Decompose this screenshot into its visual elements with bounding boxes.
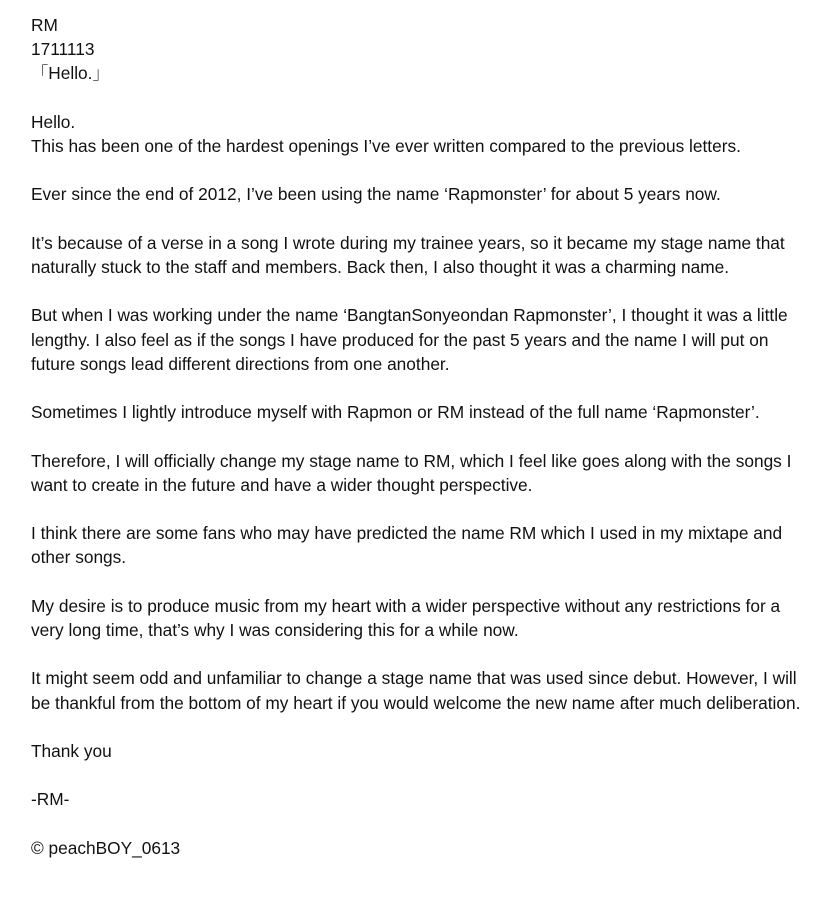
spacer [31,497,811,521]
spacer [31,207,811,231]
spacer [31,86,811,110]
letter-document [31,13,811,860]
paragraph-2: Ever since the end of 2012, I’ve been using the name ‘Rapmonster’ for about 5 years now. [31,184,721,205]
paragraph-4: But when I was working under the name ‘BangtanSonyeondan Rapmonster’, I thought it was a little lengthy. I also feel as if the songs I have produced for the past 5 years and the name I will put on future songs lead different directions from one another. [31,305,788,374]
spacer [31,158,811,182]
subject-line: 「Hello.」 [31,63,110,84]
paragraph-6: Therefore, I will officially change my stage name to RM, which I feel like goes along with the songs I want to create in the future and have a wider thought perspective. [31,450,792,495]
spacer [31,376,811,400]
paragraph-8: My desire is to produce music from my heart with a wider perspective without any restrictions for a very long time, that’s why I was considering this for a while now. [31,595,781,640]
thanks-line: Thank you [31,740,112,761]
author-line: RM [31,15,58,35]
greeting: Hello. [31,111,76,132]
spacer [31,715,811,739]
signature: -RM- [31,789,70,810]
credit-line: © peachBOY_0613 [31,837,181,858]
spacer [31,642,811,666]
paragraph-3: It’s because of a verse in a song I wrote during my trainee years, so it became my stage name that naturally stuck to the staff and members. Back then, I also thought it was a charming name. [31,232,785,277]
paragraph-7: I think there are some fans who may have predicted the name RM which I used in my mixtape and other songs. [31,523,783,568]
spacer [31,424,811,448]
spacer [31,570,811,594]
paragraph-1: This has been one of the hardest openings I’ve ever written compared to the previous letters. [31,136,741,156]
paragraph-9: It might seem odd and unfamiliar to change a stage name that was used since debut. However, I will be thankful from the bottom of my heart if you would welcome the new name after much deliberation. [31,668,801,713]
date-line: 1711113 [31,39,95,60]
paragraph-5: Sometimes I lightly introduce myself with Rapmon or RM instead of the full name ‘Rapmonster’. [31,402,760,423]
spacer [31,279,811,303]
spacer [31,763,811,787]
spacer [31,812,811,836]
